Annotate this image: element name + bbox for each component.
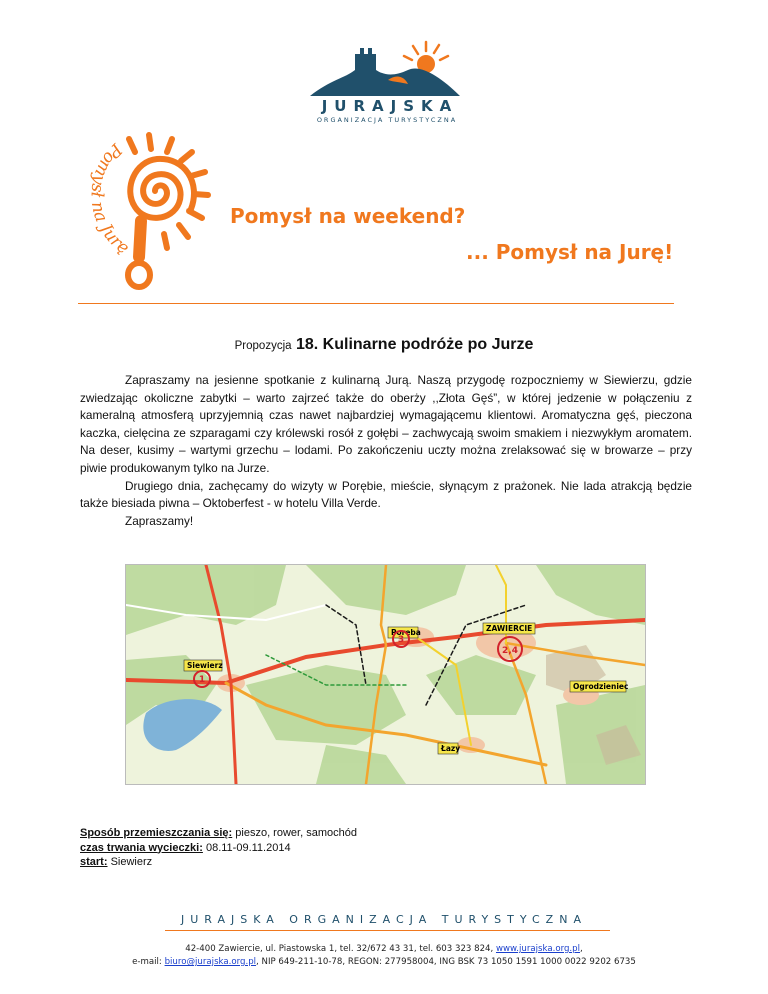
transport-label: Sposób przemieszczania się: — [80, 827, 233, 839]
badge-text: Pomysł na Jurę — [86, 139, 133, 259]
address-end: , — [580, 944, 583, 954]
org-name: JURAJSKA — [321, 97, 459, 115]
footer-brand: JURAJSKA ORGANIZACJA TURYSTYCZNA — [181, 913, 587, 926]
footer-contact — [0, 957, 768, 967]
proposal-prefix: Propozycja — [234, 340, 292, 352]
map-marker-3: 3 — [397, 635, 405, 645]
intro-paragraph: Zapraszamy! — [125, 513, 194, 528]
ammonite-icon — [55, 125, 230, 295]
footer-divider — [165, 930, 610, 931]
duration-label: czas trwania wycieczki: — [80, 841, 203, 854]
title-line-2: ... Pomysł na Jurę! — [466, 240, 674, 264]
address-text: 42-400 Zawiercie, ul. Piastowska 1, tel. 32/672 43 31, tel. 603 323 824, — [185, 944, 496, 954]
svg-text:Pomysł na Jurę — [86, 139, 132, 259]
intro-paragraph: Zapraszamy na jesienne spotkanie z kulinarną Jurą. Naszą przygodę rozpoczniemy w Siewierzu, gdzie zwiedzając okoliczne zabytki – warto zajrzeć także do oberży ,,Złota Gęś”, w której jedzenie w połączeniu z kameralną atmosferą uprzyjemnią czas nawet najbardziej wymagającemu klientowi. Aromatyczna gęś, pieczona kaczka, cielęcina ze szparagami czy królewski rosół z gołębi – zachwycają swoim smakiem i niezwykłym aromatem. Na deser, kusimy – wartymi grzechu – lodami. Po zakończeniu uczty można zrelaksować się w browarze – przy piwie produkowanym tylko na Jurze. — [80, 373, 692, 475]
title-line-1: Pomysł na weekend? — [230, 204, 466, 228]
email-link[interactable]: biuro@jurajska.org.pl — [164, 957, 257, 967]
map-label-ogrodzieniec: Ogrodzieniec — [573, 682, 629, 691]
header-divider — [78, 303, 674, 304]
start-label: start: — [80, 856, 108, 868]
website-link[interactable]: www.jurajska.org.pl — [495, 944, 581, 954]
proposal-title: 18. Kulinarne podróże po Jurze — [295, 336, 534, 353]
duration-row — [80, 841, 357, 856]
map-label-siewierz: Siewierz — [187, 661, 223, 670]
map-marker-1: 1 — [198, 675, 206, 685]
transport-row — [80, 826, 357, 841]
intro-paragraph: Drugiego dnia, zachęcamy do wizyty w Porębie, mieście, słynącym z prażonek. Nie lada atrakcją będzie także biesiada piwna – Oktoberfest - w hotelu Villa Verde. — [80, 478, 692, 511]
duration-value: 08.11-09.11.2014 — [202, 841, 291, 854]
map-label-zawiercie: ZAWIERCIE — [486, 624, 533, 633]
route-map — [125, 564, 646, 785]
org-subtitle: ORGANIZACJA TURYSTYCZNA — [316, 116, 458, 124]
map-label-lazy: Łazy — [441, 744, 461, 753]
footer-address — [0, 944, 768, 954]
email-prefix: e-mail: — [132, 957, 165, 967]
map-marker-2-4: 2,4 — [502, 646, 518, 656]
start-value: Siewierz — [107, 856, 153, 868]
trip-info — [80, 826, 357, 870]
transport-value: pieszo, rower, samochód — [232, 827, 357, 839]
proposal-heading — [0, 336, 768, 354]
intro-text — [80, 372, 692, 530]
start-row — [80, 855, 357, 870]
contact-rest: , NIP 649-211-10-78, REGON: 277958004, ING BSK 73 1050 1591 1000 0022 9202 6735 — [256, 957, 636, 967]
map-label-poreba: Poręba — [391, 628, 421, 637]
